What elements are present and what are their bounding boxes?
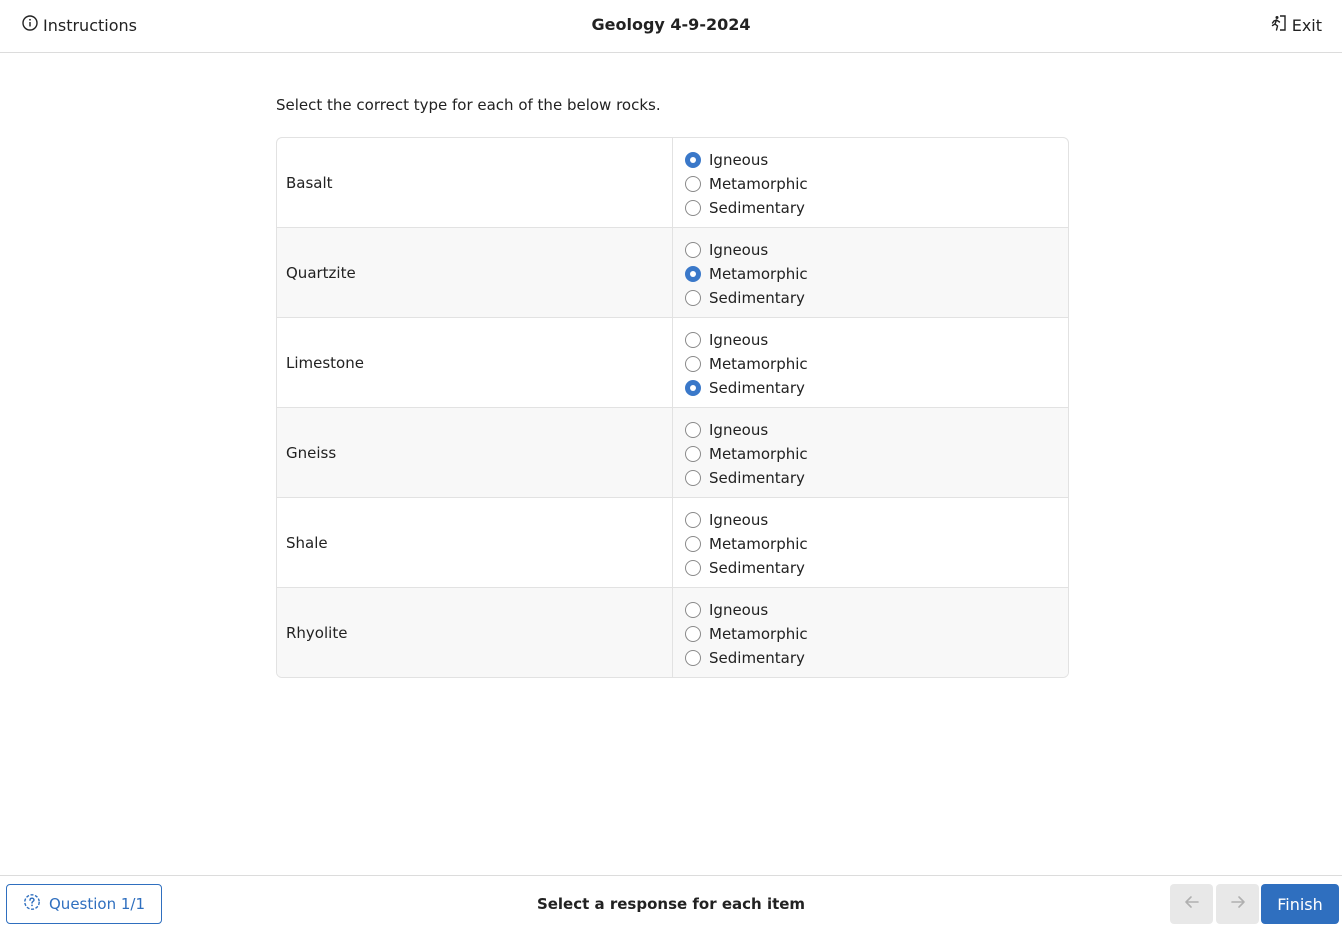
radio-group [673, 498, 1068, 587]
radio-group [673, 228, 1068, 317]
arrow-left-icon [1183, 893, 1201, 916]
radio-button[interactable] [685, 560, 701, 576]
radio-button[interactable] [685, 602, 701, 618]
status-message: Select a response for each item [536, 895, 806, 913]
radio-label: Igneous [709, 331, 769, 349]
radio-button[interactable] [685, 200, 701, 216]
radio-group [673, 138, 1068, 227]
radio-option-sedimentary[interactable] [685, 286, 1068, 310]
radio-label: Sedimentary [709, 289, 805, 307]
table-row [277, 138, 1068, 227]
radio-option-igneous[interactable] [685, 598, 1068, 622]
question-prompt: Select the correct type for each of the below rocks. [276, 96, 661, 114]
radio-button[interactable] [685, 380, 701, 396]
bottom-bar [0, 875, 1342, 927]
radio-label: Metamorphic [709, 355, 808, 373]
radio-label: Sedimentary [709, 559, 805, 577]
previous-button[interactable] [1170, 884, 1213, 924]
radio-label: Metamorphic [709, 175, 808, 193]
radio-label: Sedimentary [709, 199, 805, 217]
radio-button[interactable] [685, 512, 701, 528]
rock-name: Shale [277, 498, 673, 587]
top-bar [0, 0, 1342, 53]
radio-label: Metamorphic [709, 265, 808, 283]
radio-label: Sedimentary [709, 469, 805, 487]
radio-option-igneous[interactable] [685, 328, 1068, 352]
radio-button[interactable] [685, 536, 701, 552]
radio-option-sedimentary[interactable] [685, 376, 1068, 400]
rock-classification-table [276, 137, 1069, 678]
radio-option-metamorphic[interactable] [685, 532, 1068, 556]
radio-label: Sedimentary [709, 649, 805, 667]
radio-label: Igneous [709, 151, 769, 169]
radio-button[interactable] [685, 446, 701, 462]
radio-option-sedimentary[interactable] [685, 196, 1068, 220]
radio-group [673, 318, 1068, 407]
radio-option-igneous[interactable] [685, 148, 1068, 172]
rock-name: Quartzite [277, 228, 673, 317]
table-row [277, 407, 1068, 497]
table-row [277, 587, 1068, 677]
radio-button[interactable] [685, 470, 701, 486]
radio-group [673, 588, 1068, 677]
next-button[interactable] [1216, 884, 1259, 924]
radio-button[interactable] [685, 242, 701, 258]
finish-button[interactable]: Finish [1261, 884, 1339, 924]
radio-option-igneous[interactable] [685, 238, 1068, 262]
radio-button[interactable] [685, 356, 701, 372]
radio-label: Igneous [709, 241, 769, 259]
arrow-right-icon [1229, 893, 1247, 916]
radio-button[interactable] [685, 650, 701, 666]
radio-option-metamorphic[interactable] [685, 262, 1068, 286]
table-row [277, 227, 1068, 317]
radio-label: Sedimentary [709, 379, 805, 397]
exit-label: Exit [1291, 15, 1322, 35]
radio-option-sedimentary[interactable] [685, 466, 1068, 490]
radio-label: Metamorphic [709, 535, 808, 553]
radio-button[interactable] [685, 626, 701, 642]
radio-button[interactable] [685, 332, 701, 348]
instructions-label: Instructions [43, 15, 137, 35]
rock-name: Gneiss [277, 408, 673, 497]
radio-label: Igneous [709, 511, 769, 529]
radio-option-metamorphic[interactable] [685, 442, 1068, 466]
radio-label: Igneous [709, 601, 769, 619]
radio-option-igneous[interactable] [685, 508, 1068, 532]
question-counter: Question 1/1 [49, 895, 145, 913]
table-row [277, 317, 1068, 407]
radio-button[interactable] [685, 152, 701, 168]
table-row [277, 497, 1068, 587]
exit-icon [1270, 14, 1288, 36]
radio-label: Igneous [709, 421, 769, 439]
radio-option-metamorphic[interactable] [685, 622, 1068, 646]
rock-name: Rhyolite [277, 588, 673, 677]
rock-name: Basalt [277, 138, 673, 227]
radio-option-sedimentary[interactable] [685, 646, 1068, 670]
rock-name: Limestone [277, 318, 673, 407]
radio-option-sedimentary[interactable] [685, 556, 1068, 580]
radio-button[interactable] [685, 290, 701, 306]
radio-option-metamorphic[interactable] [685, 172, 1068, 196]
radio-button[interactable] [685, 266, 701, 282]
radio-button[interactable] [685, 422, 701, 438]
radio-group [673, 408, 1068, 497]
radio-button[interactable] [685, 176, 701, 192]
radio-label: Metamorphic [709, 445, 808, 463]
radio-option-metamorphic[interactable] [685, 352, 1068, 376]
radio-label: Metamorphic [709, 625, 808, 643]
exit-button[interactable] [1270, 15, 1322, 35]
page-title: Geology 4-9-2024 [591, 15, 751, 34]
radio-option-igneous[interactable] [685, 418, 1068, 442]
